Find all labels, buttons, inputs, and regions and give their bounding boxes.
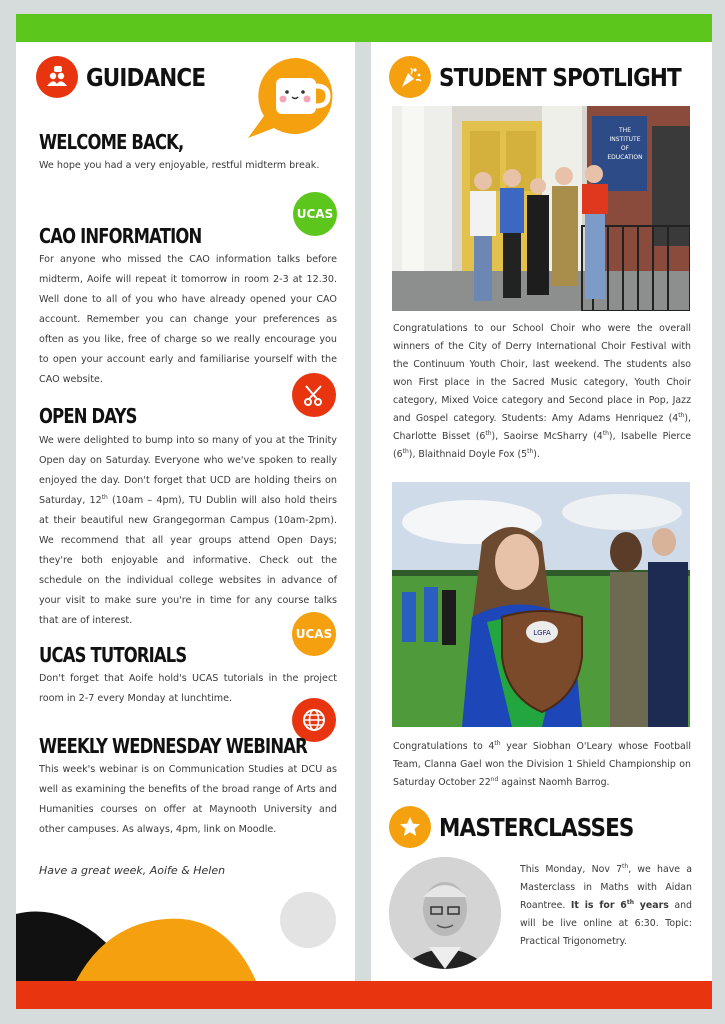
coffee-mug-icon: [246, 56, 338, 140]
webinar-body: This week's webinar is on Communication Studies at DCU as well as examining the benefits of the broad range of Arts and Humanities courses on offer at Maynooth University and other campuses. As always, 4pm, link on Moodle.: [39, 764, 337, 835]
guidance-column: [16, 42, 355, 981]
aidan-portrait: [389, 857, 501, 969]
scissors-tools-icon: [292, 373, 336, 417]
choir-photo: [392, 106, 690, 311]
cao-heading: CAO INFORMATION: [39, 224, 202, 248]
svg-text:LGFA: LGFA: [533, 629, 551, 637]
football-photo: [392, 482, 690, 727]
spotlight-header: [389, 56, 712, 98]
svg-text:INSTITUTE: INSTITUTE: [609, 136, 641, 143]
choir-caption: Congratulations to our School Choir who were the overall winners of the City of Derry International Choir Festival with the Continuum Youth Choir, last weekend. The students also won First place in the Sacred Music category, Youth Choir category, Mixed Voice category and Second place in Pop, Jazz and Gospel category. Students: Amy Adams Henriquez (4th), Charlotte Bisset (6th), Saoirse McSharry (4th), Isabelle Pierce (6th), Blaithnaid Doyle Fox (5th).: [393, 323, 691, 460]
masterclasses-title: MASTERCLASSES: [439, 812, 634, 842]
webinar-heading: WEEKLY WEDNESDAY WEBINAR: [39, 734, 307, 758]
ucas-heading: UCAS TUTORIALS: [39, 643, 187, 667]
masterclasses-header: [389, 806, 665, 848]
top-color-bar: [16, 14, 712, 42]
cao-body: For anyone who missed the CAO information talks before midterm, Aoife will repeat it tomorrow in room 2-3 at 12.30. Well done to all of you who have already opened your CAO account. Remember you can change your preferences as often as you like, free of charge so we really encourage you to open your account early and familiarise yourself with the CAO website.: [39, 254, 337, 385]
party-popper-icon: [389, 56, 431, 98]
masterclass-text: This Monday, Nov 7th, we have a Masterclass in Maths with Aidan Roantree. It is for 6th years and will be live online at 6:30. Topic: Practical Trigonometry.: [520, 862, 692, 947]
ucas-body: Don't forget that Aoife hold's UCAS tutorials in the project room in 2-7 every Monday at lunchtime.: [39, 673, 337, 704]
guidance-title: GUIDANCE: [86, 62, 206, 92]
svg-text:EDUCATION: EDUCATION: [607, 154, 643, 161]
spotlight-title: STUDENT SPOTLIGHT: [439, 62, 681, 92]
welcome-heading: WELCOME BACK,: [39, 130, 184, 154]
open-days-body: We were delighted to bump into so many of you at the Trinity Open day on Saturday. Everyone who we've spoken to really enjoyed the day. Don't forget that UCD are holding theirs on Saturday, 12th (10am – 4pm), TU Dublin will also hold theirs at their beautiful new Grangegorman Campus (10am-2pm). We recommend that all year groups attend Open Days; they're both enjoyable and informative. Check out the schedule on the individual college websites in advance of your visit to make sure you're in time for any course talks that are of interest.: [39, 435, 337, 626]
star-icon: [389, 806, 431, 848]
decorative-wave: [16, 904, 355, 981]
ucas-badge-green: UCAS: [293, 192, 337, 236]
spotlight-column: [371, 42, 712, 981]
svg-text:OF: OF: [620, 145, 630, 152]
ucas-badge-orange: UCAS: [292, 612, 336, 656]
bottom-color-bar: [16, 981, 712, 1009]
signoff: Have a great week, Aoife & Helen: [39, 864, 226, 877]
football-caption: Congratulations to 4th year Siobhan O'Leary whose Football Team, Clanna Gael won the Division 1 Shield Championship on Saturday October 22nd against Naomh Barrog.: [393, 739, 691, 788]
open-days-heading: OPEN DAYS: [39, 404, 137, 428]
welcome-body: We hope you had a very enjoyable, restful midterm break.: [39, 160, 320, 171]
guidance-header: [36, 56, 225, 98]
people-chat-icon: [36, 56, 78, 98]
svg-text:THE: THE: [619, 127, 631, 134]
